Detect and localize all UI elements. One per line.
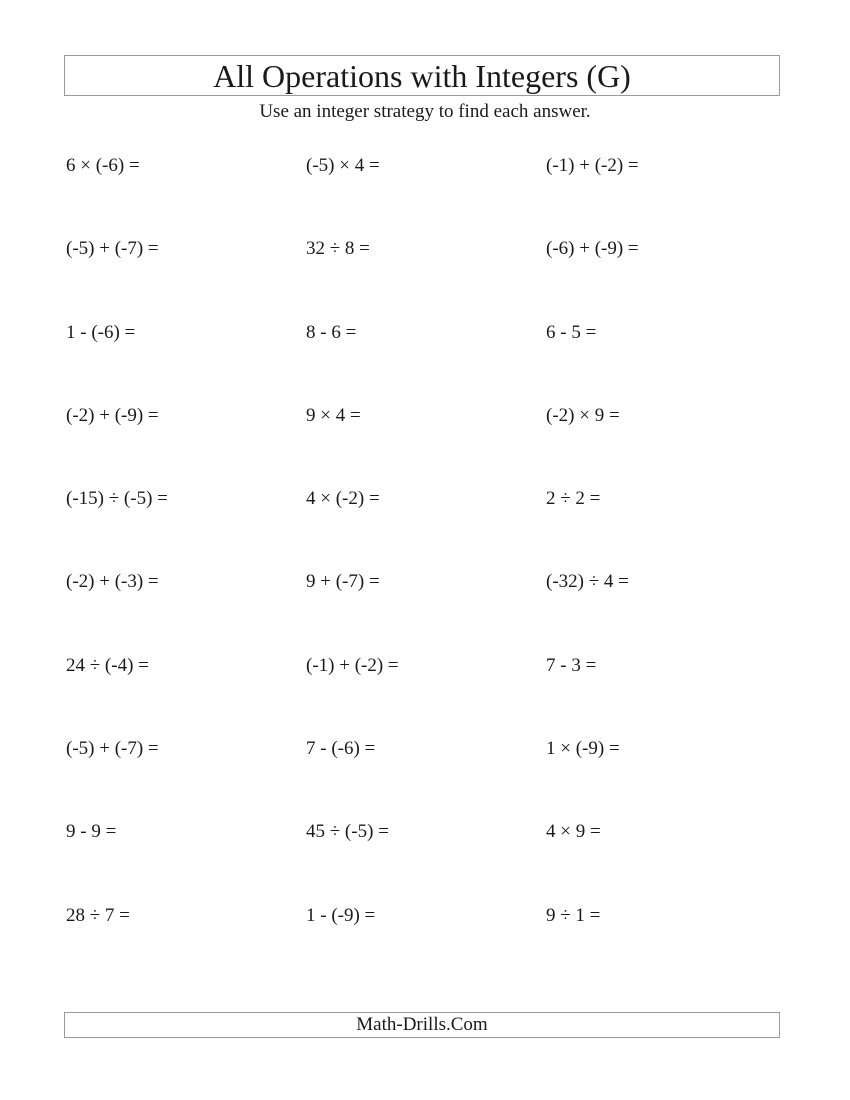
problem: (-6) + (-9) = xyxy=(546,238,639,260)
worksheet-title: All Operations with Integers (G) xyxy=(213,58,631,94)
problem: (-5) + (-7) = xyxy=(66,738,159,760)
problem: 6 × (-6) = xyxy=(66,155,140,176)
problem: 7 - 3 = xyxy=(546,654,597,676)
problem: (-15) ÷ (-5) = xyxy=(66,488,168,510)
footer-box xyxy=(64,1012,780,1038)
problem: 24 ÷ (-4) = xyxy=(66,654,149,676)
problem: 45 ÷ (-5) = xyxy=(306,821,389,843)
problem: (-2) × 9 = xyxy=(546,404,620,426)
instructions: Use an integer strategy to find each answer. xyxy=(259,101,591,122)
problem-grid xyxy=(66,153,786,986)
problem: 9 × 4 = xyxy=(306,404,361,426)
problem: (-5) × 4 = xyxy=(306,155,380,176)
problem: (-2) + (-9) = xyxy=(66,404,159,426)
problem: (-1) + (-2) = xyxy=(546,155,639,176)
problem: 2 ÷ 2 = xyxy=(546,488,601,510)
problem: (-5) + (-7) = xyxy=(66,238,159,260)
problem: 4 × (-2) = xyxy=(306,488,380,510)
problem: (-1) + (-2) = xyxy=(306,654,399,676)
problem: 1 - (-6) = xyxy=(66,321,136,343)
problem: 4 × 9 = xyxy=(546,821,601,843)
problem: 28 ÷ 7 = xyxy=(66,904,130,926)
problem: 8 - 6 = xyxy=(306,321,357,343)
problem: (-32) ÷ 4 = xyxy=(546,571,629,593)
problem: 9 - 9 = xyxy=(66,821,117,843)
problem: 7 - (-6) = xyxy=(306,738,376,760)
problem: 9 + (-7) = xyxy=(306,571,380,593)
problem: 1 - (-9) = xyxy=(306,904,376,926)
problem: (-2) + (-3) = xyxy=(66,571,159,593)
problem: 6 - 5 = xyxy=(546,321,597,343)
problem: 32 ÷ 8 = xyxy=(306,238,370,260)
problem: 1 × (-9) = xyxy=(546,738,620,760)
footer-site-name: Math-Drills.Com xyxy=(356,1014,488,1035)
worksheet-title-box xyxy=(64,55,780,96)
problem: 9 ÷ 1 = xyxy=(546,904,601,926)
